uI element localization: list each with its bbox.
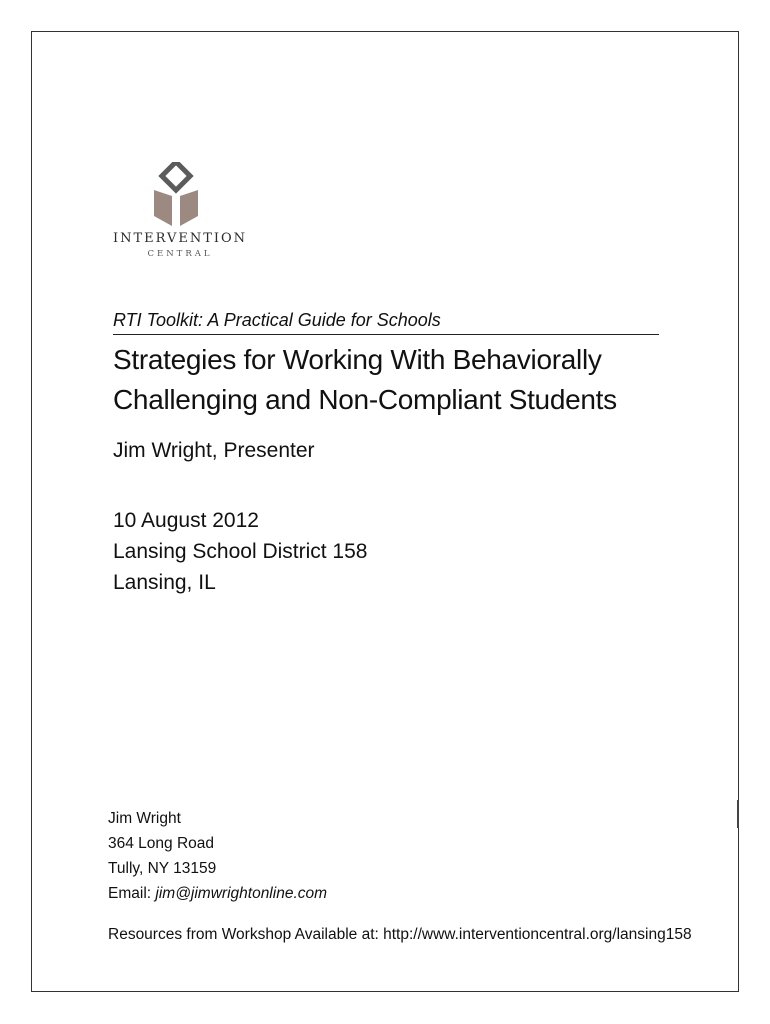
- email-link[interactable]: jim@jimwrightonline.com: [155, 885, 328, 902]
- contact-email-row: [108, 881, 327, 906]
- resources-link[interactable]: Resources from Workshop Available at: http://www.interventioncentral.org/lansing158: [108, 926, 692, 943]
- email-label: Email:: [108, 885, 152, 902]
- title-line-2: Challenging and Non-Compliant Students: [113, 384, 617, 415]
- intervention-central-logo: [108, 162, 252, 262]
- event-location: Lansing, IL: [113, 571, 216, 594]
- contact-name: Jim Wright: [108, 810, 181, 827]
- contact-street: 364 Long Road: [108, 835, 215, 852]
- event-date: 10 August 2012: [113, 509, 259, 532]
- logo-wordmark: INTERVENTION: [112, 231, 248, 246]
- logo-subword: CENTRAL: [147, 249, 213, 259]
- series-title: RTI Toolkit: A Practical Guide for Schools: [113, 310, 441, 330]
- contact-city: Tully, NY 13159: [108, 860, 217, 877]
- page-edge-mark: [737, 800, 739, 828]
- title-line-1: Strategies for Working With Behaviorally: [113, 344, 602, 375]
- logo-mark-icon: [152, 162, 208, 226]
- title-divider: [113, 334, 659, 335]
- contact-block: [108, 806, 327, 906]
- event-details: [113, 505, 367, 598]
- event-district: Lansing School District 158: [113, 540, 368, 563]
- document-title: [113, 340, 713, 420]
- presenter: Jim Wright, Presenter: [113, 439, 315, 462]
